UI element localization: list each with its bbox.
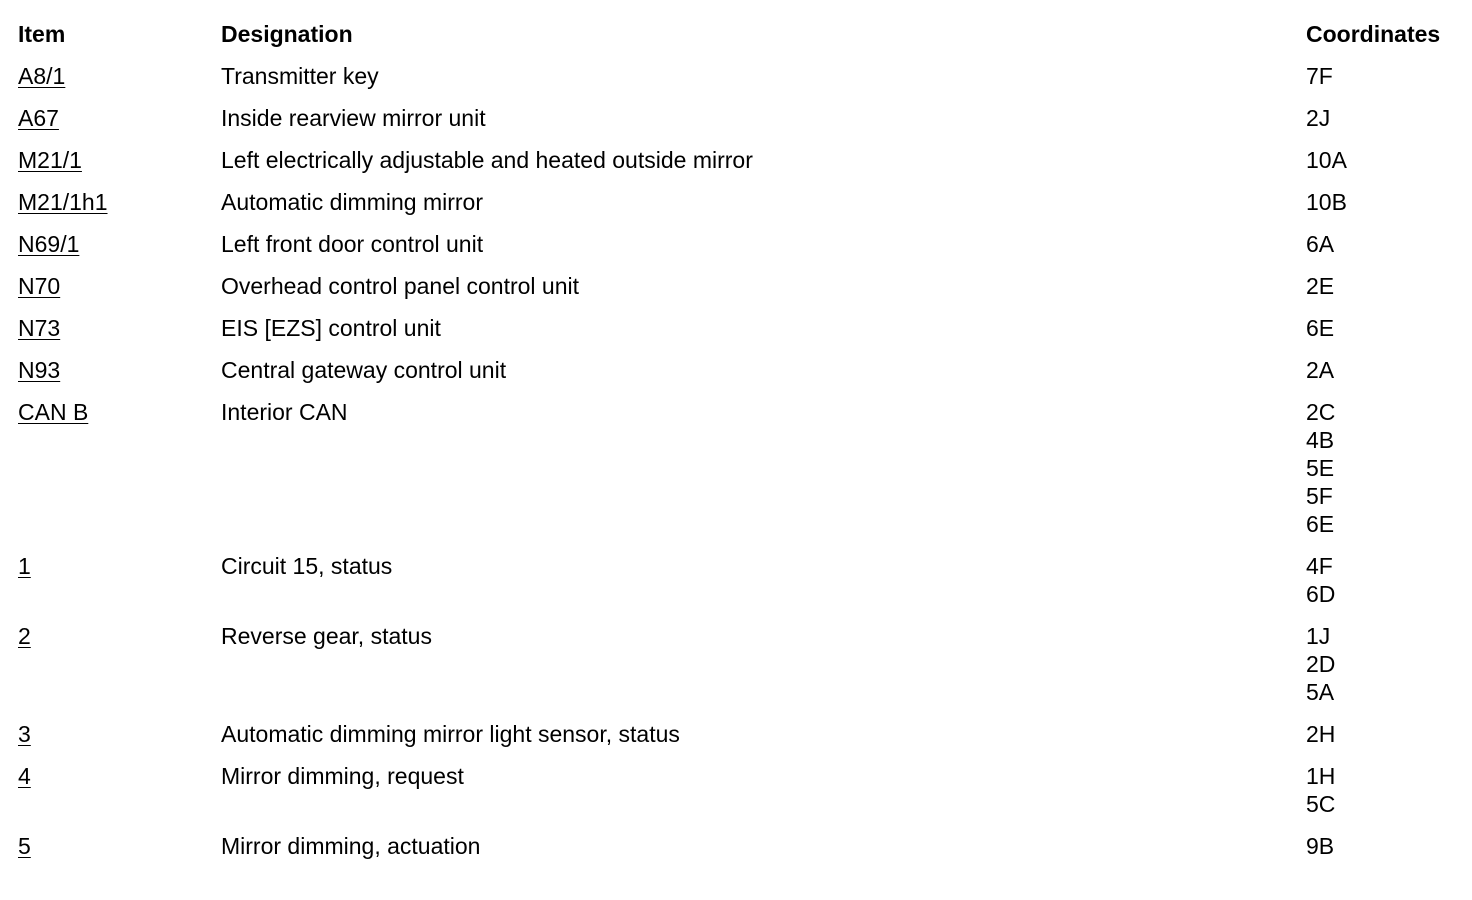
coordinates-cell (1306, 552, 1458, 608)
designation-cell: Automatic dimming mirror (221, 189, 483, 215)
coordinate-value: 10B (1306, 189, 1347, 215)
coordinate-value: 1J (1306, 623, 1331, 649)
coordinate-value: 2J (1306, 105, 1331, 131)
item-link[interactable]: 3 (18, 721, 31, 747)
table-row (18, 62, 1458, 104)
coordinates-cell (1306, 622, 1458, 706)
item-cell (18, 314, 221, 342)
item-cell (18, 230, 221, 258)
coordinates-cell (1306, 104, 1458, 132)
item-link[interactable]: 5 (18, 833, 31, 859)
designation-cell: Central gateway control unit (221, 357, 507, 383)
item-link[interactable]: A8/1 (18, 63, 66, 89)
header-designation: Designation (221, 21, 353, 47)
item-link[interactable]: M21/1h1 (18, 189, 108, 215)
header-item: Item (18, 21, 66, 47)
designation-cell: Transmitter key (221, 63, 379, 89)
item-link[interactable]: N73 (18, 315, 61, 341)
coordinates-cell (1306, 188, 1458, 216)
header-coordinates: Coordinates (1306, 21, 1441, 47)
designation-cell: Automatic dimming mirror light sensor, status (221, 721, 680, 747)
coordinates-cell (1306, 832, 1458, 860)
coordinate-value: 6E (1306, 315, 1335, 341)
coordinate-value: 5C (1306, 791, 1336, 817)
table-row (18, 230, 1458, 272)
designation-cell: Inside rearview mirror unit (221, 105, 486, 131)
coordinates-cell (1306, 720, 1458, 748)
table-row (18, 314, 1458, 356)
table-row (18, 762, 1458, 832)
item-cell (18, 188, 221, 216)
coordinate-value: 9B (1306, 833, 1335, 859)
item-cell (18, 720, 221, 748)
item-link[interactable]: M21/1 (18, 147, 82, 173)
coordinate-value: 1H (1306, 763, 1336, 789)
item-cell (18, 622, 221, 650)
coordinate-value: 2C (1306, 399, 1336, 425)
designation-cell: Overhead control panel control unit (221, 273, 579, 299)
coordinates-cell (1306, 272, 1458, 300)
designation-cell: Left front door control unit (221, 231, 484, 257)
table-row (18, 104, 1458, 146)
coordinate-value: 7F (1306, 63, 1333, 89)
legend-table (18, 20, 1458, 874)
coordinates-cell (1306, 230, 1458, 258)
table-row (18, 832, 1458, 874)
item-link[interactable]: 4 (18, 763, 31, 789)
table-row (18, 188, 1458, 230)
table-row (18, 720, 1458, 762)
table-row (18, 146, 1458, 188)
item-cell (18, 552, 221, 580)
coordinate-value: 4F (1306, 553, 1333, 579)
designation-cell: Circuit 15, status (221, 553, 393, 579)
item-cell (18, 272, 221, 300)
table-row (18, 356, 1458, 398)
coordinate-value: 6E (1306, 511, 1335, 537)
item-cell (18, 398, 221, 426)
item-cell (18, 146, 221, 174)
designation-cell: Mirror dimming, request (221, 763, 464, 789)
item-cell (18, 356, 221, 384)
coordinate-value: 2A (1306, 357, 1335, 383)
table-row (18, 552, 1458, 622)
designation-cell: EIS [EZS] control unit (221, 315, 441, 341)
designation-cell: Left electrically adjustable and heated outside mirror (221, 147, 753, 173)
item-cell (18, 832, 221, 860)
item-link[interactable]: N70 (18, 273, 61, 299)
item-link[interactable]: CAN B (18, 399, 89, 425)
table-row (18, 622, 1458, 720)
table-row (18, 398, 1458, 552)
designation-cell: Interior CAN (221, 399, 348, 425)
coordinate-value: 5A (1306, 679, 1335, 705)
item-cell (18, 104, 221, 132)
coordinates-cell (1306, 146, 1458, 174)
item-cell (18, 62, 221, 90)
coordinates-cell (1306, 762, 1458, 818)
table-body (18, 62, 1458, 874)
coordinate-value: 10A (1306, 147, 1347, 173)
coordinates-cell (1306, 62, 1458, 90)
item-link[interactable]: 2 (18, 623, 31, 649)
coordinate-value: 2D (1306, 651, 1336, 677)
item-cell (18, 762, 221, 790)
item-link[interactable]: N69/1 (18, 231, 80, 257)
coordinate-value: 5E (1306, 455, 1335, 481)
coordinate-value: 4B (1306, 427, 1335, 453)
table-header-row (18, 20, 1458, 62)
table-row (18, 272, 1458, 314)
coordinate-value: 2E (1306, 273, 1335, 299)
coordinates-cell (1306, 314, 1458, 342)
item-link[interactable]: A67 (18, 105, 59, 131)
coordinate-value: 2H (1306, 721, 1336, 747)
coordinate-value: 5F (1306, 483, 1333, 509)
coordinate-value: 6A (1306, 231, 1335, 257)
item-link[interactable]: N93 (18, 357, 61, 383)
coordinates-cell (1306, 356, 1458, 384)
item-link[interactable]: 1 (18, 553, 31, 579)
designation-cell: Reverse gear, status (221, 623, 432, 649)
designation-cell: Mirror dimming, actuation (221, 833, 481, 859)
coordinates-cell (1306, 398, 1458, 538)
coordinate-value: 6D (1306, 581, 1336, 607)
